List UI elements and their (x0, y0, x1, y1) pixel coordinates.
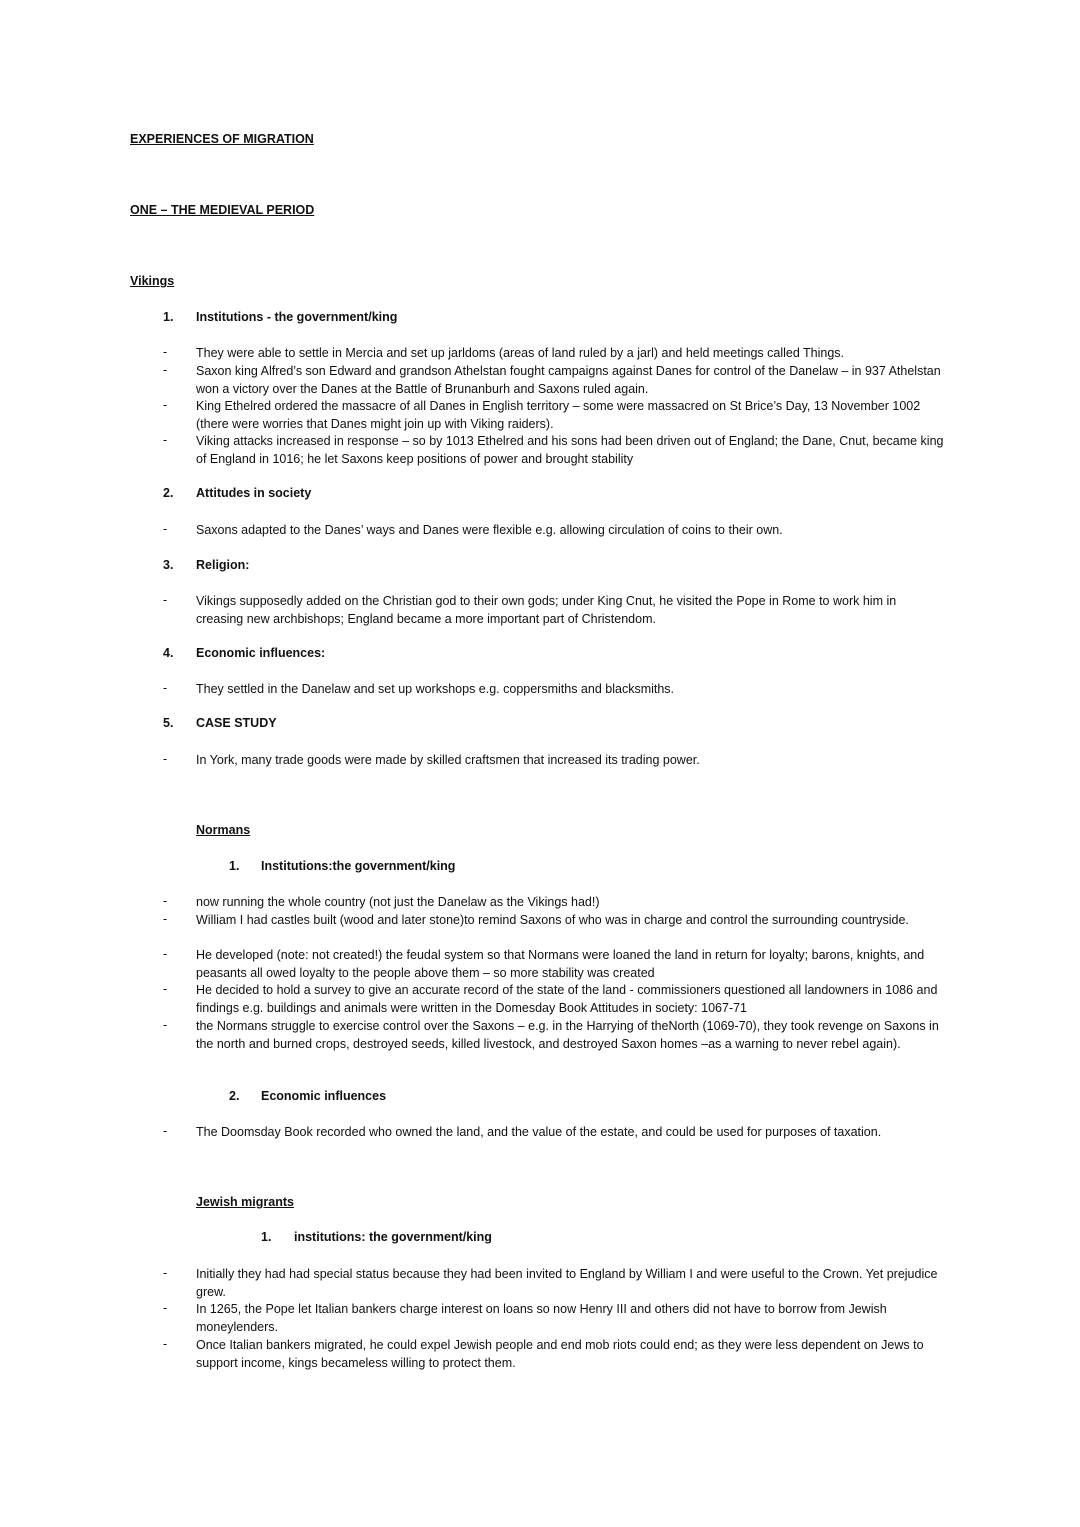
list-item: In 1265, the Pope let Italian bankers charge interest on loans so now Henry III and others did not have to borrow from Jewish moneylenders. (196, 1302, 887, 1334)
bullet-dash: - (163, 1124, 168, 1138)
vikings-heading: Vikings (130, 274, 175, 288)
subsection-title: Economic influences: (196, 646, 326, 660)
bullet-dash: - (163, 363, 168, 377)
list-item: Viking attacks increased in response – so by 1013 Ethelred and his sons had been driven out of England; the Dane, Cnut, became king of England in 1016; he let Saxons keep positions of power and brought stability (196, 434, 944, 466)
section-number: 5. (163, 716, 174, 730)
section-number: 3. (163, 558, 174, 572)
list-item: Saxons adapted to the Danes’ ways and Danes were flexible e.g. allowing circulation of coins to their own. (196, 523, 783, 537)
subsection-title: institutions: the government/king (294, 1230, 492, 1244)
bullet-dash: - (163, 912, 168, 926)
list-item: King Ethelred ordered the massacre of all Danes in English territory – some were massacred on St Brice’s Day, 13 November 1002 (there were worries that Danes might join up with Viking raiders). (196, 399, 921, 431)
list-item: In York, many trade goods were made by skilled craftsmen that increased its trading power. (196, 753, 700, 767)
section-number: 2. (229, 1089, 240, 1103)
bullet-dash: - (163, 1018, 168, 1032)
normans-heading: Normans (196, 823, 251, 837)
list-item: The Doomsday Book recorded who owned the land, and the value of the estate, and could be used for purposes of taxation. (196, 1125, 882, 1139)
bullet-dash: - (163, 681, 168, 695)
bullet-dash: - (163, 1301, 168, 1315)
bullet-dash: - (163, 982, 168, 996)
subsection-title: Attitudes in society (196, 486, 312, 500)
subsection-title: Institutions - the government/king (196, 310, 398, 324)
bullet-dash: - (163, 345, 168, 359)
section-title: ONE – THE MEDIEVAL PERIOD (130, 203, 315, 217)
subsection-title: CASE STUDY (196, 716, 277, 730)
list-item: the Normans struggle to exercise control over the Saxons – e.g. in the Harrying of theNorth (1069-70), they took revenge on Saxons in the north and burned crops, destroyed seeds, killed livestock, and destroyed Saxon homes –as a warning to never rebel again). (196, 1019, 939, 1051)
list-item: Saxon king Alfred’s son Edward and grandson Athelstan fought campaigns against Danes for control of the Danelaw – in 937 Athelstan won a victory over the Danes at the Battle of Brunanburh and Saxons ruled again. (196, 364, 941, 396)
list-item: He decided to hold a survey to give an accurate record of the state of the land - commissioners questioned all landowners in 1086 and findings e.g. buildings and animals were written in the Domesday Book Attitudes in society: 1067-71 (196, 983, 938, 1015)
bullet-dash: - (163, 894, 168, 908)
list-item: Once Italian bankers migrated, he could expel Jewish people and end mob riots could end; as they were less dependent on Jews to support income, kings becameless willing to protect them. (196, 1338, 924, 1370)
list-item: They settled in the Danelaw and set up workshops e.g. coppersmiths and blacksmiths. (196, 682, 675, 696)
section-number: 1. (163, 310, 174, 324)
list-item: now running the whole country (not just the Danelaw as the Vikings had!) (196, 895, 600, 909)
list-item: Initially they had had special status because they had been invited to England by William I and were useful to the Crown. Yet prejudice grew. (196, 1267, 938, 1299)
list-item: William I had castles built (wood and later stone)to remind Saxons of who was in charge and control the surrounding countryside. (196, 913, 909, 927)
section-number: 4. (163, 646, 174, 660)
document-title: EXPERIENCES OF MIGRATION (130, 132, 314, 146)
bullet-dash: - (163, 947, 168, 961)
subsection-title: Religion: (196, 558, 250, 572)
list-item: They were able to settle in Mercia and set up jarldoms (areas of land ruled by a jarl) and held meetings called Things. (196, 346, 845, 360)
list-item: Vikings supposedly added on the Christian god to their own gods; under King Cnut, he visited the Pope in Rome to work him in creasing new archbishops; England became a more important part of Christendom. (196, 594, 897, 626)
section-number: 1. (261, 1230, 272, 1244)
bullet-dash: - (163, 1266, 168, 1280)
section-number: 2. (163, 486, 174, 500)
section-number: 1. (229, 859, 240, 873)
bullet-dash: - (163, 752, 168, 766)
bullet-dash: - (163, 398, 168, 412)
subsection-title: Economic influences (261, 1089, 387, 1103)
bullet-dash: - (163, 433, 168, 447)
subsection-title: Institutions:the government/king (261, 859, 456, 873)
jewish-migrants-heading: Jewish migrants (196, 1195, 294, 1209)
bullet-dash: - (163, 1337, 168, 1351)
bullet-dash: - (163, 593, 168, 607)
list-item: He developed (note: not created!) the feudal system so that Normans were loaned the land in return for loyalty; barons, knights, and peasants all owed loyalty to the people above them – so more stability was created (196, 948, 925, 980)
bullet-dash: - (163, 522, 168, 536)
